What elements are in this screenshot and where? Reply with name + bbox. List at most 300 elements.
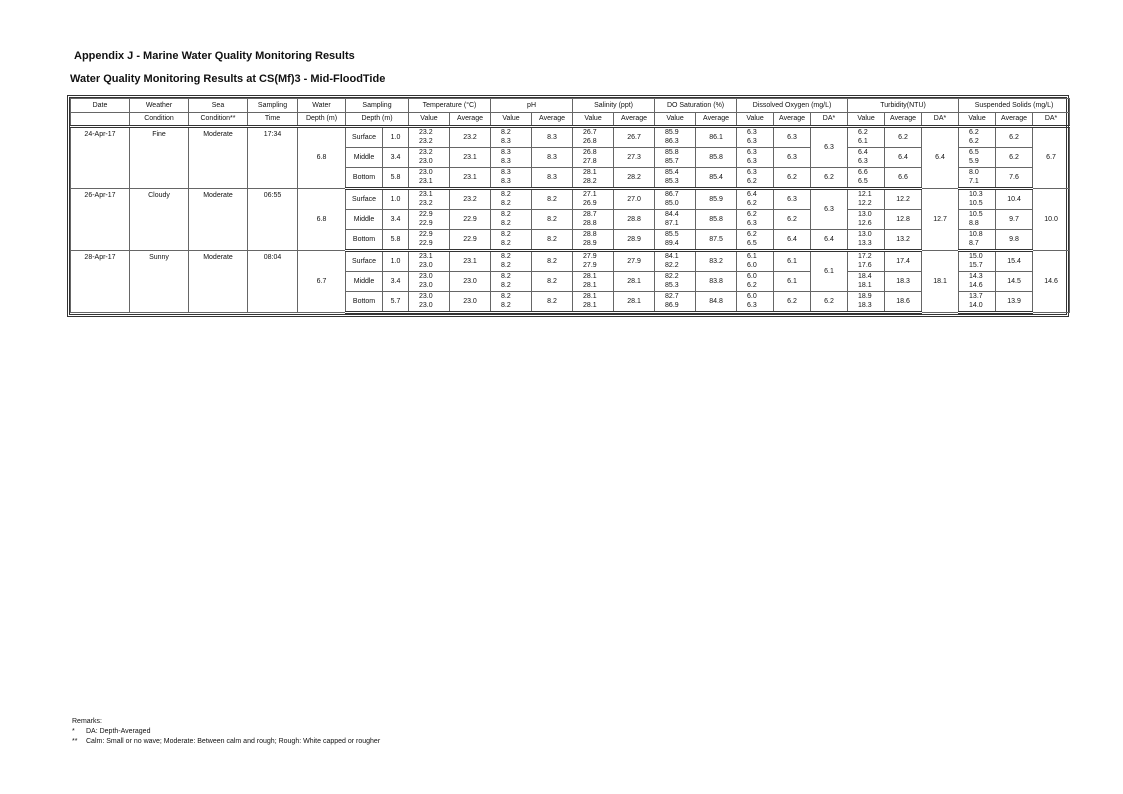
reading-value: 26.8 xyxy=(583,149,597,156)
turbidity-values xyxy=(848,210,885,230)
reading-value: 8.2 xyxy=(501,231,511,238)
reading-value: 8.3 xyxy=(501,137,511,145)
reading-value: 28.1 xyxy=(583,169,597,176)
reading-value: 89.4 xyxy=(665,239,679,247)
ph-values xyxy=(491,292,532,313)
weather-cell: Cloudy xyxy=(130,189,189,251)
reading-value: 6.5 xyxy=(858,177,868,185)
remarks-marker: ** xyxy=(72,738,78,745)
reading-value: 85.0 xyxy=(665,199,679,207)
reading-value: 28.9 xyxy=(583,239,597,247)
suspended-solids-values xyxy=(959,189,996,210)
reading-value: 6.3 xyxy=(747,157,757,165)
suspended-solids-values xyxy=(959,251,996,272)
dissolved-oxygen-da: 6.1 xyxy=(811,251,848,292)
header-water-depth: Water xyxy=(298,99,346,113)
do-saturation-average: 84.8 xyxy=(696,292,737,313)
do-saturation-values xyxy=(655,189,696,210)
table-row xyxy=(71,189,1070,210)
reading-value: 17.6 xyxy=(858,261,872,269)
reading-value: 28.8 xyxy=(583,219,597,227)
level-name-cell: Surface xyxy=(346,189,383,210)
temperature-average: 22.9 xyxy=(450,210,491,230)
reading-value: 87.1 xyxy=(665,219,679,227)
level-depth-cell: 1.0 xyxy=(383,251,409,272)
reading-value: 14.3 xyxy=(969,273,983,280)
reading-value: 85.9 xyxy=(665,129,679,136)
turbidity-average: 18.3 xyxy=(885,272,922,292)
dissolved-oxygen-values xyxy=(737,168,774,189)
reading-value: 6.2 xyxy=(858,129,868,136)
turbidity-average: 12.2 xyxy=(885,189,922,210)
header-average: Average xyxy=(614,113,655,127)
reading-value: 22.9 xyxy=(419,211,433,218)
reading-value: 8.2 xyxy=(501,253,511,260)
sampling-time-cell: 17:34 xyxy=(248,127,298,189)
header-weather-sub: Condition xyxy=(130,113,189,127)
suspended-solids-average: 9.8 xyxy=(996,230,1033,251)
suspended-solids-average: 14.5 xyxy=(996,272,1033,292)
turbidity-values xyxy=(848,168,885,189)
do-saturation-average: 86.1 xyxy=(696,127,737,148)
reading-value: 8.8 xyxy=(969,219,979,227)
table-row xyxy=(71,251,1070,272)
suspended-solids-average: 9.7 xyxy=(996,210,1033,230)
dissolved-oxygen-average: 6.3 xyxy=(774,189,811,210)
header-value: Value xyxy=(573,113,614,127)
sea-condition-cell: Moderate xyxy=(189,127,248,189)
salinity-average: 28.2 xyxy=(614,168,655,189)
reading-value: 85.7 xyxy=(665,157,679,165)
reading-value: 23.1 xyxy=(419,191,433,198)
dissolved-oxygen-values xyxy=(737,251,774,272)
reading-value: 27.1 xyxy=(583,191,597,198)
do-saturation-values xyxy=(655,127,696,148)
reading-value: 8.2 xyxy=(501,281,511,289)
header-dissolved-oxygen: Dissolved Oxygen (mg/L) xyxy=(737,99,848,113)
reading-value: 23.0 xyxy=(419,293,433,300)
dissolved-oxygen-average: 6.2 xyxy=(774,210,811,230)
water-depth-cell: 6.8 xyxy=(298,189,346,251)
turbidity-da: 18.1 xyxy=(922,251,959,313)
header-average: Average xyxy=(450,113,491,127)
level-name-cell: Middle xyxy=(346,210,383,230)
temperature-values xyxy=(409,230,450,251)
reading-value: 23.2 xyxy=(419,149,433,156)
header-salinity: Salinity (ppt) xyxy=(573,99,655,113)
table-body xyxy=(71,127,1070,313)
remarks-text: DA: Depth-Averaged xyxy=(86,728,151,735)
reading-value: 23.2 xyxy=(419,137,433,145)
sea-condition-cell: Moderate xyxy=(189,189,248,251)
temperature-average: 23.0 xyxy=(450,272,491,292)
reading-value: 6.3 xyxy=(858,157,868,165)
reading-value: 15.7 xyxy=(969,261,983,269)
reading-value: 13.7 xyxy=(969,293,983,300)
suspended-solids-values xyxy=(959,210,996,230)
level-name-cell: Surface xyxy=(346,251,383,272)
ph-average: 8.3 xyxy=(532,127,573,148)
reading-value: 8.0 xyxy=(969,169,979,176)
level-name-cell: Middle xyxy=(346,148,383,168)
reading-value: 8.2 xyxy=(501,293,511,300)
reading-value: 22.9 xyxy=(419,231,433,238)
level-depth-cell: 5.8 xyxy=(383,168,409,189)
do-saturation-average: 85.9 xyxy=(696,189,737,210)
reading-value: 6.2 xyxy=(747,281,757,289)
dissolved-oxygen-da: 6.3 xyxy=(811,189,848,230)
reading-value: 23.2 xyxy=(419,199,433,207)
ph-values xyxy=(491,272,532,292)
header-sampling-depth-sub: Depth (m) xyxy=(346,113,409,127)
temperature-values xyxy=(409,168,450,189)
reading-value: 27.8 xyxy=(583,157,597,165)
reading-value: 8.2 xyxy=(501,199,511,207)
do-saturation-values xyxy=(655,251,696,272)
suspended-solids-average: 7.6 xyxy=(996,168,1033,189)
do-saturation-average: 85.4 xyxy=(696,168,737,189)
reading-value: 86.7 xyxy=(665,191,679,198)
salinity-average: 26.7 xyxy=(614,127,655,148)
header-average: Average xyxy=(885,113,922,127)
header-sampling-depth: Sampling xyxy=(346,99,409,113)
header-da: DA* xyxy=(1033,113,1070,127)
reading-value: 10.5 xyxy=(969,211,983,218)
temperature-values xyxy=(409,292,450,313)
dissolved-oxygen-values xyxy=(737,272,774,292)
reading-value: 26.7 xyxy=(583,129,597,136)
level-depth-cell: 1.0 xyxy=(383,127,409,148)
table-row xyxy=(71,127,1070,148)
salinity-average: 28.1 xyxy=(614,292,655,313)
header-average: Average xyxy=(774,113,811,127)
temperature-values xyxy=(409,251,450,272)
dissolved-oxygen-average: 6.1 xyxy=(774,272,811,292)
turbidity-average: 18.6 xyxy=(885,292,922,313)
weather-cell: Sunny xyxy=(130,251,189,313)
reading-value: 85.4 xyxy=(665,169,679,176)
reading-value: 12.2 xyxy=(858,199,872,207)
reading-value: 8.2 xyxy=(501,239,511,247)
ph-values xyxy=(491,230,532,251)
salinity-values xyxy=(573,251,614,272)
reading-value: 28.1 xyxy=(583,293,597,300)
reading-value: 6.2 xyxy=(747,177,757,185)
reading-value: 6.2 xyxy=(969,129,979,136)
dissolved-oxygen-da-bottom: 6.4 xyxy=(811,230,848,251)
reading-value: 14.0 xyxy=(969,301,983,309)
reading-value: 23.0 xyxy=(419,157,433,165)
salinity-values xyxy=(573,127,614,148)
reading-value: 86.9 xyxy=(665,301,679,309)
date-cell: 28-Apr-17 xyxy=(71,251,130,313)
turbidity-average: 6.4 xyxy=(885,148,922,168)
turbidity-values xyxy=(848,272,885,292)
level-name-cell: Middle xyxy=(346,272,383,292)
temperature-values xyxy=(409,127,450,148)
reading-value: 6.2 xyxy=(747,199,757,207)
reading-value: 14.6 xyxy=(969,281,983,289)
temperature-values xyxy=(409,148,450,168)
reading-value: 22.9 xyxy=(419,219,433,227)
dissolved-oxygen-average: 6.2 xyxy=(774,292,811,313)
ph-values xyxy=(491,127,532,148)
reading-value: 6.1 xyxy=(747,253,757,260)
header-time-sub: Time xyxy=(248,113,298,127)
suspended-solids-average: 6.2 xyxy=(996,148,1033,168)
reading-value: 6.1 xyxy=(858,137,868,145)
reading-value: 6.0 xyxy=(747,273,757,280)
do-saturation-average: 85.8 xyxy=(696,210,737,230)
reading-value: 8.7 xyxy=(969,239,979,247)
ph-average: 8.2 xyxy=(532,189,573,210)
ph-values xyxy=(491,168,532,189)
reading-value: 27.9 xyxy=(583,253,597,260)
dissolved-oxygen-average: 6.2 xyxy=(774,168,811,189)
reading-value: 23.2 xyxy=(419,129,433,136)
header-suspended-solids: Suspended Solids (mg/L) xyxy=(959,99,1070,113)
sampling-time-cell: 06:55 xyxy=(248,189,298,251)
salinity-values xyxy=(573,292,614,313)
ph-values xyxy=(491,148,532,168)
ph-average: 8.2 xyxy=(532,210,573,230)
salinity-values xyxy=(573,230,614,251)
temperature-average: 23.1 xyxy=(450,168,491,189)
ph-average: 8.3 xyxy=(532,148,573,168)
dissolved-oxygen-values xyxy=(737,210,774,230)
reading-value: 10.8 xyxy=(969,231,983,238)
suspended-solids-average: 13.9 xyxy=(996,292,1033,313)
reading-value: 23.0 xyxy=(419,301,433,309)
header-value: Value xyxy=(655,113,696,127)
dissolved-oxygen-values xyxy=(737,127,774,148)
reading-value: 23.1 xyxy=(419,177,433,185)
dissolved-oxygen-da-bottom: 6.2 xyxy=(811,168,848,189)
header-sea-sub: Condition** xyxy=(189,113,248,127)
level-name-cell: Bottom xyxy=(346,292,383,313)
reading-value: 6.3 xyxy=(747,129,757,136)
reading-value: 85.3 xyxy=(665,281,679,289)
salinity-average: 28.1 xyxy=(614,272,655,292)
turbidity-values xyxy=(848,251,885,272)
header-value: Value xyxy=(959,113,996,127)
appendix-title: Appendix J - Marine Water Quality Monitoring Results xyxy=(74,50,355,62)
reading-value: 82.2 xyxy=(665,273,679,280)
do-saturation-average: 83.8 xyxy=(696,272,737,292)
reading-value: 28.1 xyxy=(583,301,597,309)
ph-values xyxy=(491,251,532,272)
reading-value: 6.2 xyxy=(747,211,757,218)
reading-value: 8.2 xyxy=(501,219,511,227)
reading-value: 23.0 xyxy=(419,261,433,269)
header-da: DA* xyxy=(922,113,959,127)
reading-value: 26.8 xyxy=(583,137,597,145)
reading-value: 82.7 xyxy=(665,293,679,300)
reading-value: 84.1 xyxy=(665,253,679,260)
do-saturation-values xyxy=(655,210,696,230)
suspended-solids-da: 14.6 xyxy=(1033,251,1070,313)
salinity-average: 27.3 xyxy=(614,148,655,168)
reading-value: 8.2 xyxy=(501,261,511,269)
reading-value: 8.3 xyxy=(501,149,511,156)
remarks-title: Remarks: xyxy=(72,718,102,725)
header-time: Sampling xyxy=(248,99,298,113)
reading-value: 6.4 xyxy=(858,149,868,156)
dissolved-oxygen-average: 6.4 xyxy=(774,230,811,251)
header-da: DA* xyxy=(811,113,848,127)
dissolved-oxygen-values xyxy=(737,230,774,251)
do-saturation-values xyxy=(655,272,696,292)
reading-value: 82.2 xyxy=(665,261,679,269)
reading-value: 85.8 xyxy=(665,149,679,156)
do-saturation-values xyxy=(655,292,696,313)
reading-value: 8.3 xyxy=(501,157,511,165)
dissolved-oxygen-da-bottom: 6.2 xyxy=(811,292,848,313)
reading-value: 85.5 xyxy=(665,231,679,238)
reading-value: 23.0 xyxy=(419,169,433,176)
reading-value: 8.2 xyxy=(501,273,511,280)
suspended-solids-values xyxy=(959,148,996,168)
reading-value: 28.2 xyxy=(583,177,597,185)
reading-value: 12.6 xyxy=(858,219,872,227)
turbidity-average: 12.8 xyxy=(885,210,922,230)
salinity-average: 28.9 xyxy=(614,230,655,251)
reading-value: 28.7 xyxy=(583,211,597,218)
temperature-average: 22.9 xyxy=(450,230,491,251)
reading-value: 85.3 xyxy=(665,177,679,185)
remarks-text: Calm: Small or no wave; Moderate: Between calm and rough; Rough: White capped or rougher xyxy=(86,738,381,745)
reading-value: 6.5 xyxy=(747,239,757,247)
reading-value: 18.9 xyxy=(858,293,872,300)
header-ph: pH xyxy=(491,99,573,113)
remarks-item xyxy=(72,727,380,737)
reading-value: 6.6 xyxy=(858,169,868,176)
header-date-sub xyxy=(71,113,130,127)
ph-average: 8.2 xyxy=(532,230,573,251)
reading-value: 8.2 xyxy=(501,191,511,198)
temperature-average: 23.2 xyxy=(450,127,491,148)
header-date: Date xyxy=(71,99,130,113)
header-do-saturation: DO Saturation (%) xyxy=(655,99,737,113)
level-depth-cell: 3.4 xyxy=(383,272,409,292)
turbidity-da: 12.7 xyxy=(922,189,959,251)
date-cell: 26-Apr-17 xyxy=(71,189,130,251)
ph-values xyxy=(491,210,532,230)
temperature-values xyxy=(409,272,450,292)
reading-value: 6.3 xyxy=(747,149,757,156)
temperature-average: 23.1 xyxy=(450,251,491,272)
results-table-frame xyxy=(67,95,1069,317)
temperature-values xyxy=(409,210,450,230)
temperature-average: 23.2 xyxy=(450,189,491,210)
turbidity-values xyxy=(848,189,885,210)
reading-value: 6.4 xyxy=(747,191,757,198)
reading-value: 13.0 xyxy=(858,211,872,218)
dissolved-oxygen-da: 6.3 xyxy=(811,127,848,168)
level-depth-cell: 3.4 xyxy=(383,210,409,230)
remarks-item xyxy=(72,737,380,747)
reading-value: 28.8 xyxy=(583,231,597,238)
level-depth-cell: 1.0 xyxy=(383,189,409,210)
dissolved-oxygen-values xyxy=(737,148,774,168)
reading-value: 12.1 xyxy=(858,191,872,198)
header-value: Value xyxy=(409,113,450,127)
reading-value: 7.1 xyxy=(969,177,979,185)
reading-value: 6.3 xyxy=(747,301,757,309)
do-saturation-average: 83.2 xyxy=(696,251,737,272)
weather-cell: Fine xyxy=(130,127,189,189)
turbidity-average: 6.6 xyxy=(885,168,922,189)
level-name-cell: Bottom xyxy=(346,230,383,251)
reading-value: 6.2 xyxy=(969,137,979,145)
reading-value: 23.1 xyxy=(419,253,433,260)
header-value: Value xyxy=(737,113,774,127)
salinity-values xyxy=(573,148,614,168)
turbidity-average: 13.2 xyxy=(885,230,922,251)
results-table xyxy=(70,98,1070,314)
ph-values xyxy=(491,189,532,210)
salinity-average: 27.0 xyxy=(614,189,655,210)
reading-value: 27.9 xyxy=(583,261,597,269)
ph-average: 8.2 xyxy=(532,251,573,272)
reading-value: 10.3 xyxy=(969,191,983,198)
reading-value: 6.3 xyxy=(747,137,757,145)
reading-value: 22.9 xyxy=(419,239,433,247)
dissolved-oxygen-values xyxy=(737,292,774,313)
reading-value: 8.2 xyxy=(501,129,511,136)
dissolved-oxygen-average: 6.3 xyxy=(774,127,811,148)
do-saturation-average: 87.5 xyxy=(696,230,737,251)
reading-value: 5.9 xyxy=(969,157,979,165)
header-average: Average xyxy=(532,113,573,127)
suspended-solids-values xyxy=(959,127,996,148)
do-saturation-values xyxy=(655,148,696,168)
water-depth-cell: 6.8 xyxy=(298,127,346,189)
suspended-solids-values xyxy=(959,292,996,313)
do-saturation-values xyxy=(655,168,696,189)
level-name-cell: Surface xyxy=(346,127,383,148)
reading-value: 23.0 xyxy=(419,281,433,289)
reading-value: 6.3 xyxy=(747,219,757,227)
header-value: Value xyxy=(848,113,885,127)
reading-value: 18.4 xyxy=(858,273,872,280)
suspended-solids-da: 6.7 xyxy=(1033,127,1070,189)
reading-value: 6.2 xyxy=(747,231,757,238)
reading-value: 15.0 xyxy=(969,253,983,260)
reading-value: 13.0 xyxy=(858,231,872,238)
turbidity-average: 6.2 xyxy=(885,127,922,148)
temperature-values xyxy=(409,189,450,210)
salinity-values xyxy=(573,272,614,292)
level-depth-cell: 5.8 xyxy=(383,230,409,251)
header-turbidity: Turbidity(NTU) xyxy=(848,99,959,113)
dissolved-oxygen-values xyxy=(737,189,774,210)
remarks-marker: * xyxy=(72,728,75,735)
reading-value: 84.4 xyxy=(665,211,679,218)
header-average: Average xyxy=(996,113,1033,127)
ph-average: 8.2 xyxy=(532,292,573,313)
turbidity-da: 6.4 xyxy=(922,127,959,189)
date-cell: 24-Apr-17 xyxy=(71,127,130,189)
suspended-solids-values xyxy=(959,230,996,251)
suspended-solids-values xyxy=(959,168,996,189)
header-water-depth-sub: Depth (m) xyxy=(298,113,346,127)
reading-value: 13.3 xyxy=(858,239,872,247)
level-name-cell: Bottom xyxy=(346,168,383,189)
level-depth-cell: 3.4 xyxy=(383,148,409,168)
turbidity-values xyxy=(848,148,885,168)
temperature-average: 23.1 xyxy=(450,148,491,168)
